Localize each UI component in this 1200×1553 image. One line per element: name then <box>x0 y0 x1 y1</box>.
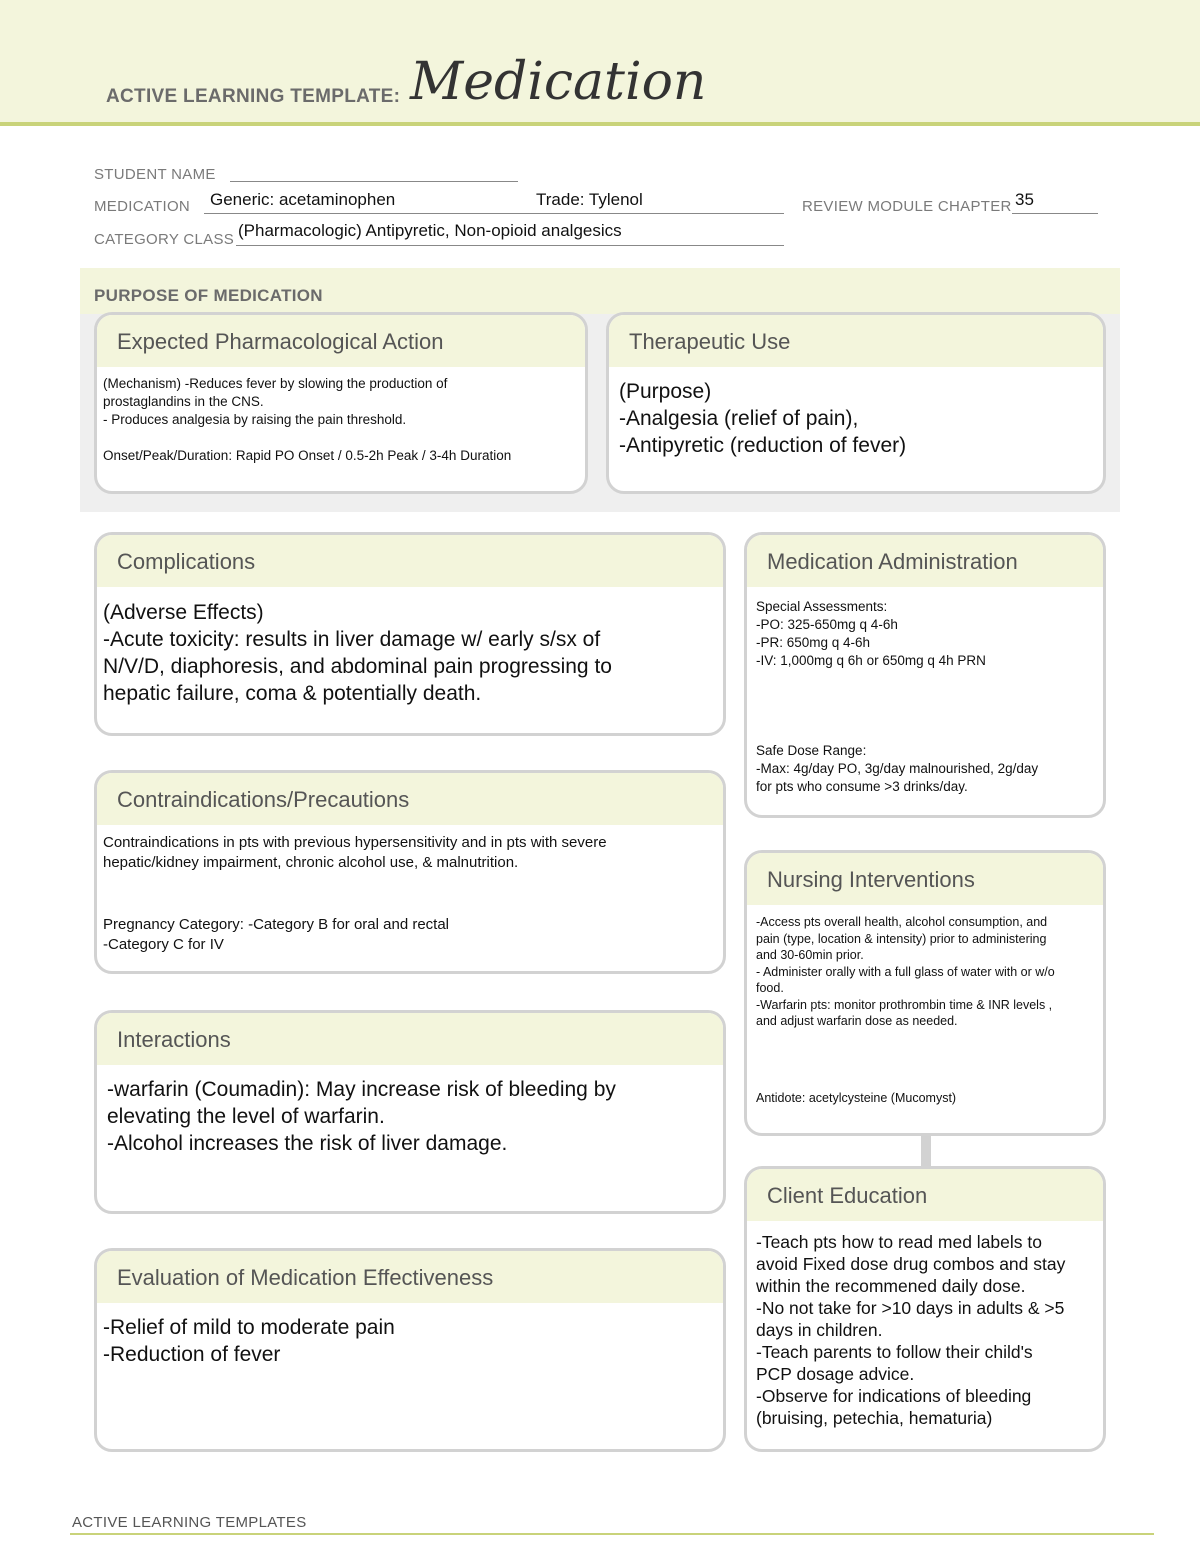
box-connector <box>921 1136 931 1166</box>
interactions-box <box>94 1010 726 1214</box>
administration-line: -PO: 325-650mg q 4-6h <box>756 617 898 632</box>
safe-dose-range: Safe Dose Range: <box>756 743 867 758</box>
category-class-value: (Pharmacologic) Antipyretic, Non-opioid analgesics <box>238 221 622 240</box>
interactions-title: Interactions <box>97 1013 723 1065</box>
page-title: Medication <box>410 52 707 112</box>
pregnancy-category-iv: -Category C for IV <box>103 936 224 953</box>
footer-label: ACTIVE LEARNING TEMPLATES <box>72 1514 307 1531</box>
template-label: ACTIVE LEARNING TEMPLATE: <box>106 86 401 107</box>
interactions-line: -Alcohol increases the risk of liver damage. <box>107 1132 508 1155</box>
therapeutic-use-line: (Purpose) <box>619 380 712 403</box>
medication-field[interactable] <box>204 213 784 214</box>
therapeutic-use-line: -Antipyretic (reduction of fever) <box>619 434 907 457</box>
complications-box <box>94 532 726 736</box>
nursing-line: and adjust warfarin dose as needed. <box>756 1014 958 1028</box>
chapter-field[interactable] <box>1012 213 1098 214</box>
complications-line: N/V/D, diaphoresis, and abdominal pain progressing to <box>103 655 612 678</box>
education-line: days in children. <box>756 1320 883 1340</box>
nursing-line: pain (type, location & intensity) prior to administering <box>756 931 1047 946</box>
nursing-line: food. <box>756 981 784 995</box>
administration-line: -Max: 4g/day PO, 3g/day malnourished, 2g/day <box>756 761 1039 776</box>
review-module-label: REVIEW MODULE CHAPTER <box>802 198 1012 215</box>
evaluation-line: -Reduction of fever <box>103 1343 281 1366</box>
pregnancy-category: Pregnancy Category: -Category B for oral and rectal <box>103 916 450 933</box>
antidote: Antidote: acetylcysteine (Mucomyst) <box>756 1090 957 1105</box>
administration-line: Special Assessments: <box>756 599 888 614</box>
administration-box <box>744 532 1106 818</box>
complications-line: hepatic failure, coma & potentially death. <box>103 682 482 705</box>
expected-action-line: (Mechanism) -Reduces fever by slowing the production of <box>103 376 448 391</box>
medication-label: MEDICATION <box>94 198 191 215</box>
evaluation-line: -Relief of mild to moderate pain <box>103 1316 395 1339</box>
nursing-line: -Warfarin pts: monitor prothrombin time & INR levels , <box>756 997 1053 1012</box>
student-name-field[interactable] <box>230 181 518 182</box>
therapeutic-use-box <box>606 312 1106 494</box>
administration-line: -IV: 1,000mg q 6h or 650mg q 4h PRN <box>756 653 986 668</box>
administration-line: -PR: 650mg q 4-6h <box>756 635 871 650</box>
nursing-line: and 30-60min prior. <box>756 948 864 962</box>
education-line: -Teach pts how to read med labels to <box>756 1232 1042 1252</box>
client-education-box <box>744 1166 1106 1452</box>
contraindications-box <box>94 770 726 974</box>
purpose-title: PURPOSE OF MEDICATION <box>94 286 323 305</box>
education-line: -Observe for indications of bleeding <box>756 1386 1032 1406</box>
interactions-line: -warfarin (Coumadin): May increase risk of bleeding by <box>107 1078 616 1101</box>
contraindications-line: hepatic/kidney impairment, chronic alcohol use, & malnutrition. <box>103 854 519 871</box>
administration-title: Medication Administration <box>747 535 1103 587</box>
education-line: avoid Fixed dose drug combos and stay <box>756 1254 1066 1274</box>
category-class-label: CATEGORY CLASS <box>94 231 235 248</box>
education-line: -No not take for >10 days in adults & >5 <box>756 1298 1065 1318</box>
interactions-line: elevating the level of warfarin. <box>107 1105 385 1128</box>
therapeutic-use-title: Therapeutic Use <box>609 315 1103 367</box>
onset-peak-duration: Onset/Peak/Duration: Rapid PO Onset / 0.5-2h Peak / 3-4h Duration <box>103 448 512 463</box>
complications-line: (Adverse Effects) <box>103 601 264 624</box>
trade-name: Trade: Tylenol <box>536 190 643 209</box>
education-line: (bruising, petechia, hematuria) <box>756 1408 993 1428</box>
nursing-interventions-title: Nursing Interventions <box>747 853 1103 905</box>
nursing-interventions-box <box>744 850 1106 1136</box>
category-class-field[interactable] <box>236 245 784 246</box>
expected-action-box <box>94 312 588 494</box>
education-line: within the recommened daily dose. <box>756 1276 1026 1296</box>
education-line: PCP dosage advice. <box>756 1364 915 1384</box>
contraindications-title: Contraindications/Precautions <box>97 773 723 825</box>
evaluation-title: Evaluation of Medication Effectiveness <box>97 1251 723 1303</box>
chapter-value: 35 <box>1015 190 1034 209</box>
expected-action-line: prostaglandins in the CNS. <box>103 394 264 409</box>
nursing-line: - Administer orally with a full glass of water with or w/o <box>756 964 1055 979</box>
administration-line: for pts who consume >3 drinks/day. <box>756 779 968 794</box>
expected-action-title: Expected Pharmacological Action <box>97 315 585 367</box>
expected-action-line: - Produces analgesia by raising the pain threshold. <box>103 412 407 427</box>
evaluation-box <box>94 1248 726 1452</box>
nursing-line: -Access pts overall health, alcohol consumption, and <box>756 915 1048 929</box>
client-education-title: Client Education <box>747 1169 1103 1221</box>
header-rule <box>0 122 1200 126</box>
footer-rule <box>70 1533 1154 1535</box>
generic-name: Generic: acetaminophen <box>210 190 396 209</box>
contraindications-line: Contraindications in pts with previous hypersensitivity and in pts with severe <box>103 834 607 851</box>
education-line: -Teach parents to follow their child's <box>756 1342 1033 1362</box>
therapeutic-use-line: -Analgesia (relief of pain), <box>619 407 859 430</box>
student-name-label: STUDENT NAME <box>94 166 216 183</box>
complications-line: -Acute toxicity: results in liver damage w/ early s/sx of <box>103 628 601 651</box>
complications-title: Complications <box>97 535 723 587</box>
